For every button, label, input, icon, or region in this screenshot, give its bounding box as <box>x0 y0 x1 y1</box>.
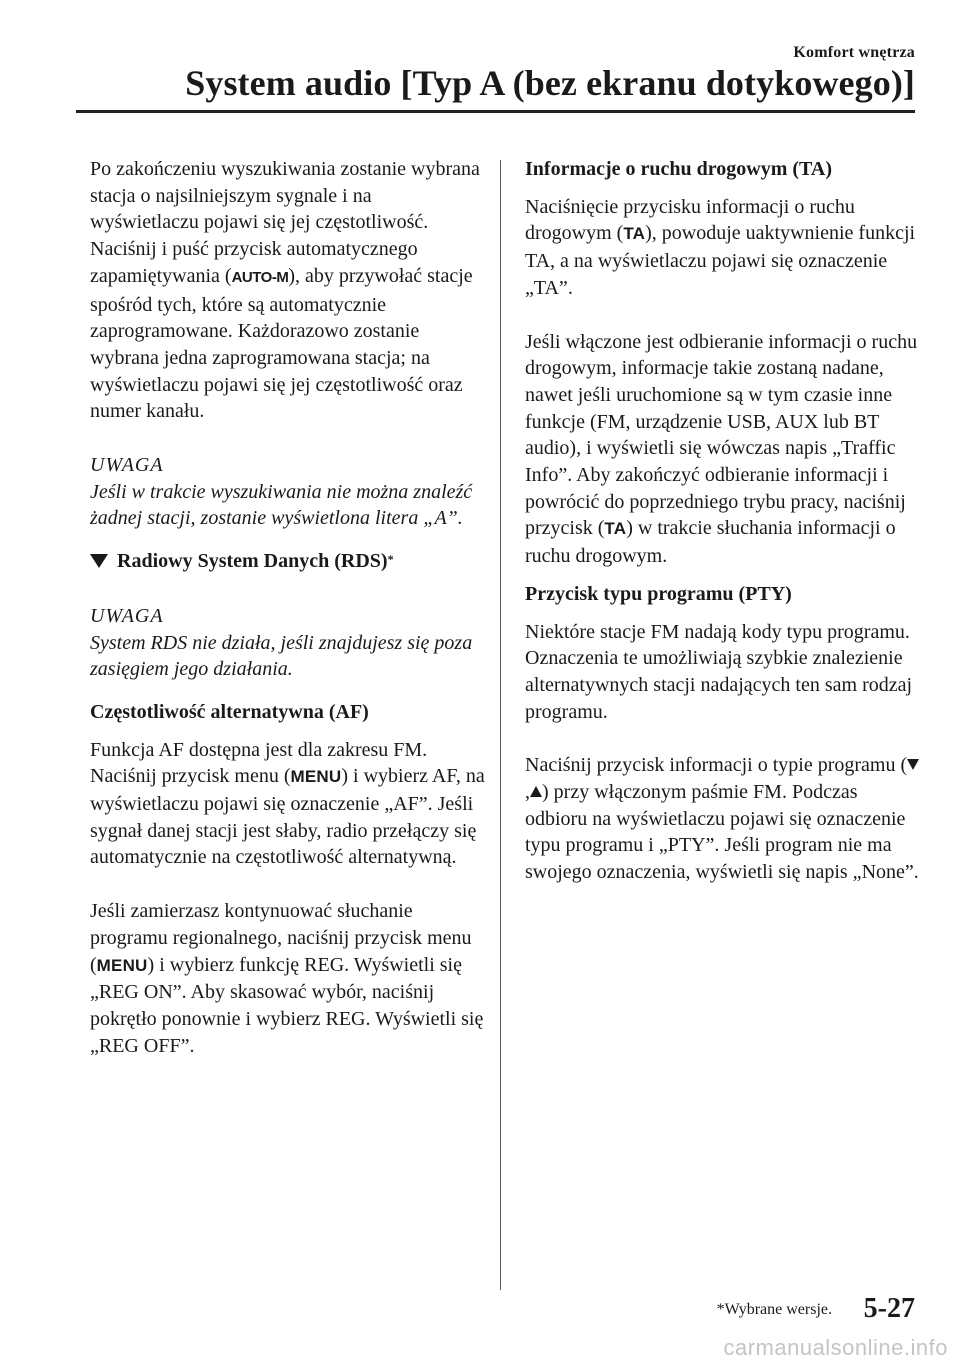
arrow-down-icon <box>907 759 919 770</box>
watermark: carmanualsonline.info <box>723 1335 948 1360</box>
note-title: UWAGA <box>90 454 164 477</box>
menu-button-glyph: MENU <box>290 767 342 787</box>
ta-button-glyph: TA <box>623 224 646 244</box>
ta-detail-paragraph: Jeśli włączone jest odbieranie informacji o ruchu drogowym, informacje takie zostaną nadane, nawet jeśli uruchomione są w tym czasie inne funkcje (FM, urządzenie USB, AUX lub BT audio), i wyświetli się wówczas napis „Traffic Info”. Aby zakończyć odbieranie informacji i powrócić do poprzedniego trybu pracy, naciśnij przycisk (TA) w trakcie słuchania informacji o ruchu drogowym. <box>525 330 918 568</box>
rds-heading: Radiowy System Danych (RDS) * <box>90 548 485 577</box>
menu-button-glyph: MENU <box>96 955 148 975</box>
af-paragraph: Funkcja AF dostępna jest dla zakresu FM. Naciśnij przycisk menu (MENU) i wybierz AF, na wyświetlaczu pojawi się oznaczenie „AF”. Jeśli sygnał danej stacji jest słaby, radio przełączy się automatycznie na częstotliwość alternatywną. <box>90 738 485 869</box>
af-heading: Częstotliwość alternatywna (AF) <box>90 700 369 723</box>
optional-marker: * <box>387 552 394 567</box>
page-number: 5-27 <box>863 1293 915 1324</box>
ta-paragraph: Naciśnięcie przycisku informacji o ruchu drogowym (TA), powoduje uaktywnienie funkcji TA, a na wyświetlaczu pojawi się oznaczenie „TA”. <box>525 195 916 299</box>
ta-heading: Informacje o ruchu drogowym (TA) <box>525 158 833 180</box>
reg-paragraph: Jeśli zamierzasz kontynuować słuchanie programu regionalnego, naciśnij przycisk menu (MENU) i wybierz funkcję REG. Wyświetli się „REG ON”. Aby skasować wybór, naciśnij pokrętło ponownie i wybierz REG. Wyświetli się „REG OFF”. <box>90 900 484 1057</box>
note-body: System RDS nie działa, jeśli znajdujesz się poza zasięgiem jego działania. <box>90 631 473 681</box>
left-column <box>90 156 485 1070</box>
pty-instruction-paragraph: Naciśnij przycisk informacji o typie programu (, ) przy włączonym paśmie FM. Podczas odbioru na wyświetlaczu pojawi się oznaczenie typu programu i „PTY”. Jeśli program nie ma swojego oznaczenia, wyświetli się napis „None”. <box>525 754 919 884</box>
search-result-paragraph: Po zakończeniu wyszukiwania zostanie wybrana stacja o najsilniejszym sygnale i na wyświetlaczu pojawi się jej częstotliwość. Naciśnij i puść przycisk automatycznego zapamiętywania (AUTO-M), aby przywołać stacje spośród tych, które są automatycznie zaprogramowane. Każdorazowo zostanie wybrana jedna zaprogramowana stacja; na wyświetlaczu pojawi się jej częstotliwość oraz numer kanału. <box>90 158 480 423</box>
section-label: Komfort wnętrza <box>793 44 915 61</box>
column-divider <box>500 160 501 1290</box>
auto-m-button-glyph: AUTO-M <box>231 268 289 286</box>
right-column <box>525 156 920 897</box>
pty-heading: Przycisk typu programu (PTY) <box>525 582 792 605</box>
arrow-up-icon <box>530 786 542 797</box>
title-divider <box>76 110 915 113</box>
ta-button-glyph: TA <box>604 519 627 539</box>
note-title: UWAGA <box>90 604 164 627</box>
footnote: *Wybrane wersje. <box>716 1301 832 1318</box>
triangle-bullet-icon <box>90 554 108 568</box>
note-body: Jeśli w trakcie wyszukiwania nie można znaleźć żadnej stacji, zostanie wyświetlona litera „A”. <box>90 480 473 530</box>
chapter-title: System audio [Typ A (bez ekranu dotykowego)] <box>185 63 915 103</box>
pty-paragraph: Niektóre stacje FM nadają kody typu programu. Oznaczenia te umożliwiają szybkie znalezienie alternatywnych stacji nadających ten sam rodzaj programu. <box>525 620 913 723</box>
